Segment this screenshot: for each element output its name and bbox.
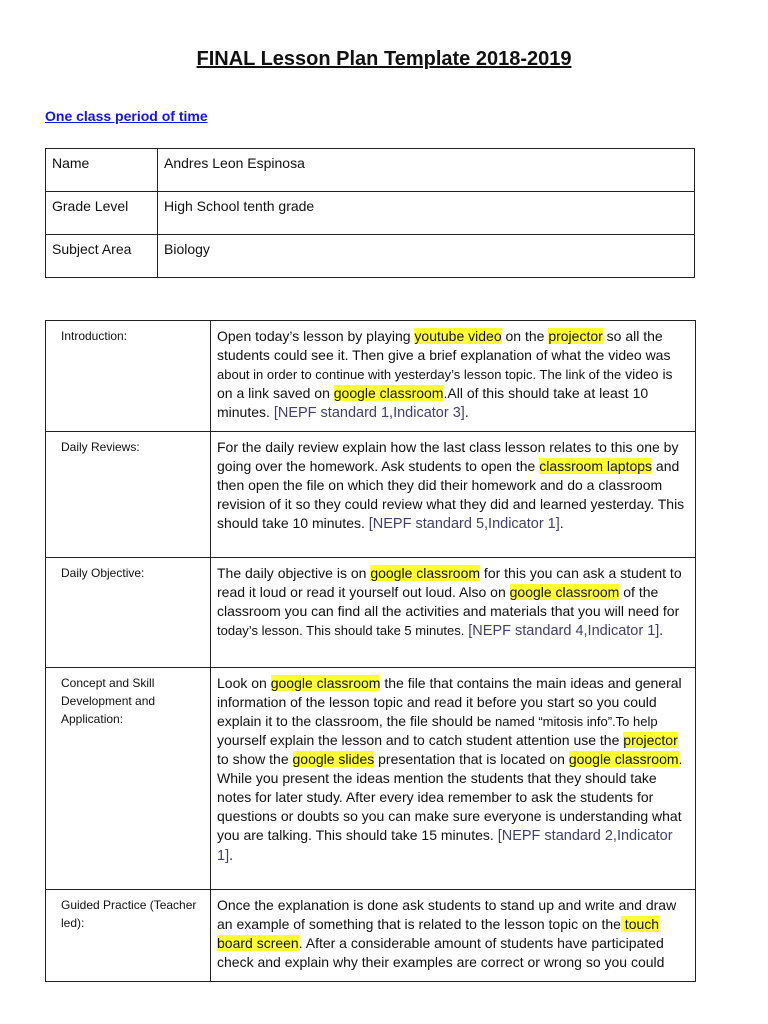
highlight: google classroom <box>370 565 481 581</box>
daily-objective-text: The daily objective is on google classroom for this you can ask a student to read it loud or read it yourself out loud. Also on google classroom of the classroom you can find all the activities and materials that you will need for today’s lesson. This should take 5 minutes. [NEPF standard 4,Indicator 1]. <box>211 558 696 668</box>
table-row <box>46 668 696 890</box>
highlight: youtube video <box>414 328 502 344</box>
highlight: google classroom <box>270 675 381 691</box>
highlight: google classroom <box>509 584 620 600</box>
grade-level-value: High School tenth grade <box>158 192 695 235</box>
highlight: google slides <box>292 751 375 767</box>
introduction-text: Open today’s lesson by playing youtube video on the projector so all the students could see it. Then give a brief explanation of what the video was about in order to continue with yesterday’s lesson topic. The link of the video is on a link saved on google classroom.All of this should take at least 10 minutes. [NEPF standard 1,Indicator 3]. <box>211 321 696 432</box>
class-period-link[interactable]: One class period of time <box>45 108 208 124</box>
highlight: google classroom <box>333 385 444 401</box>
nepf-reference: [NEPF standard 2,Indicator 1] <box>217 828 673 864</box>
daily-reviews-text: For the daily review explain how the last class lesson relates to this one by going over the homework. Ask students to open the classroom laptops and then open the file on which they did their homework and do a classroom revision of it so they could review what they did and learned yesterday. This should take 10 minutes. [NEPF standard 5,Indicator 1]. <box>211 432 696 558</box>
highlight: google classroom <box>568 751 679 767</box>
highlight: touch board screen <box>217 916 660 951</box>
daily-reviews-label: Daily Reviews: <box>46 432 211 558</box>
guided-practice-label: Guided Practice (Teacher led): <box>46 890 211 982</box>
concept-skill-label: Concept and Skill Development and Application: <box>46 668 211 890</box>
nepf-reference: [NEPF standard 1,Indicator 3] <box>273 405 465 421</box>
daily-objective-label: Daily Objective: <box>46 558 211 668</box>
name-value: Andres Leon Espinosa <box>158 149 695 192</box>
table-row <box>46 235 695 278</box>
table-row <box>46 149 695 192</box>
subject-area-label: Subject Area <box>46 235 158 278</box>
nepf-reference: [NEPF standard 5,Indicator 1] <box>368 516 560 532</box>
introduction-label: Introduction: <box>46 321 211 432</box>
highlight: projector <box>623 732 678 748</box>
nepf-reference: [NEPF standard 4,Indicator 1] <box>468 623 660 639</box>
name-label: Name <box>46 149 158 192</box>
highlight: classroom laptops <box>539 458 653 474</box>
subject-area-value: Biology <box>158 235 695 278</box>
lesson-table <box>45 320 696 982</box>
guided-practice-text: Once the explanation is done ask students to stand up and write and draw an example of something that is related to the lesson topic on the touch board screen. After a considerable amount of students have participated check and explain why their examples are correct or wrong so you could <box>211 890 696 982</box>
highlight: projector <box>548 328 603 344</box>
document-title: FINAL Lesson Plan Template 2018-2019 <box>196 48 572 70</box>
table-row <box>46 558 696 668</box>
table-row <box>46 890 696 982</box>
table-row <box>46 192 695 235</box>
concept-skill-text: Look on google classroom the file that contains the main ideas and general information of the lesson topic and read it before you start so you could explain it to the classroom, the file should be named “mitosis info”.To help yourself explain the lesson and to catch student attention use the projector to show the google slides presentation that is located on google classroom. While you present the ideas mention the students that they should take notes for later study. After every idea remember to ask the students for questions or doubts so you can make sure everyone is understanding what you are talking. This should take 15 minutes. [NEPF standard 2,Indicator 1]. <box>211 668 696 890</box>
table-row <box>46 321 696 432</box>
table-row <box>46 432 696 558</box>
grade-level-label: Grade Level <box>46 192 158 235</box>
info-table <box>45 148 695 278</box>
